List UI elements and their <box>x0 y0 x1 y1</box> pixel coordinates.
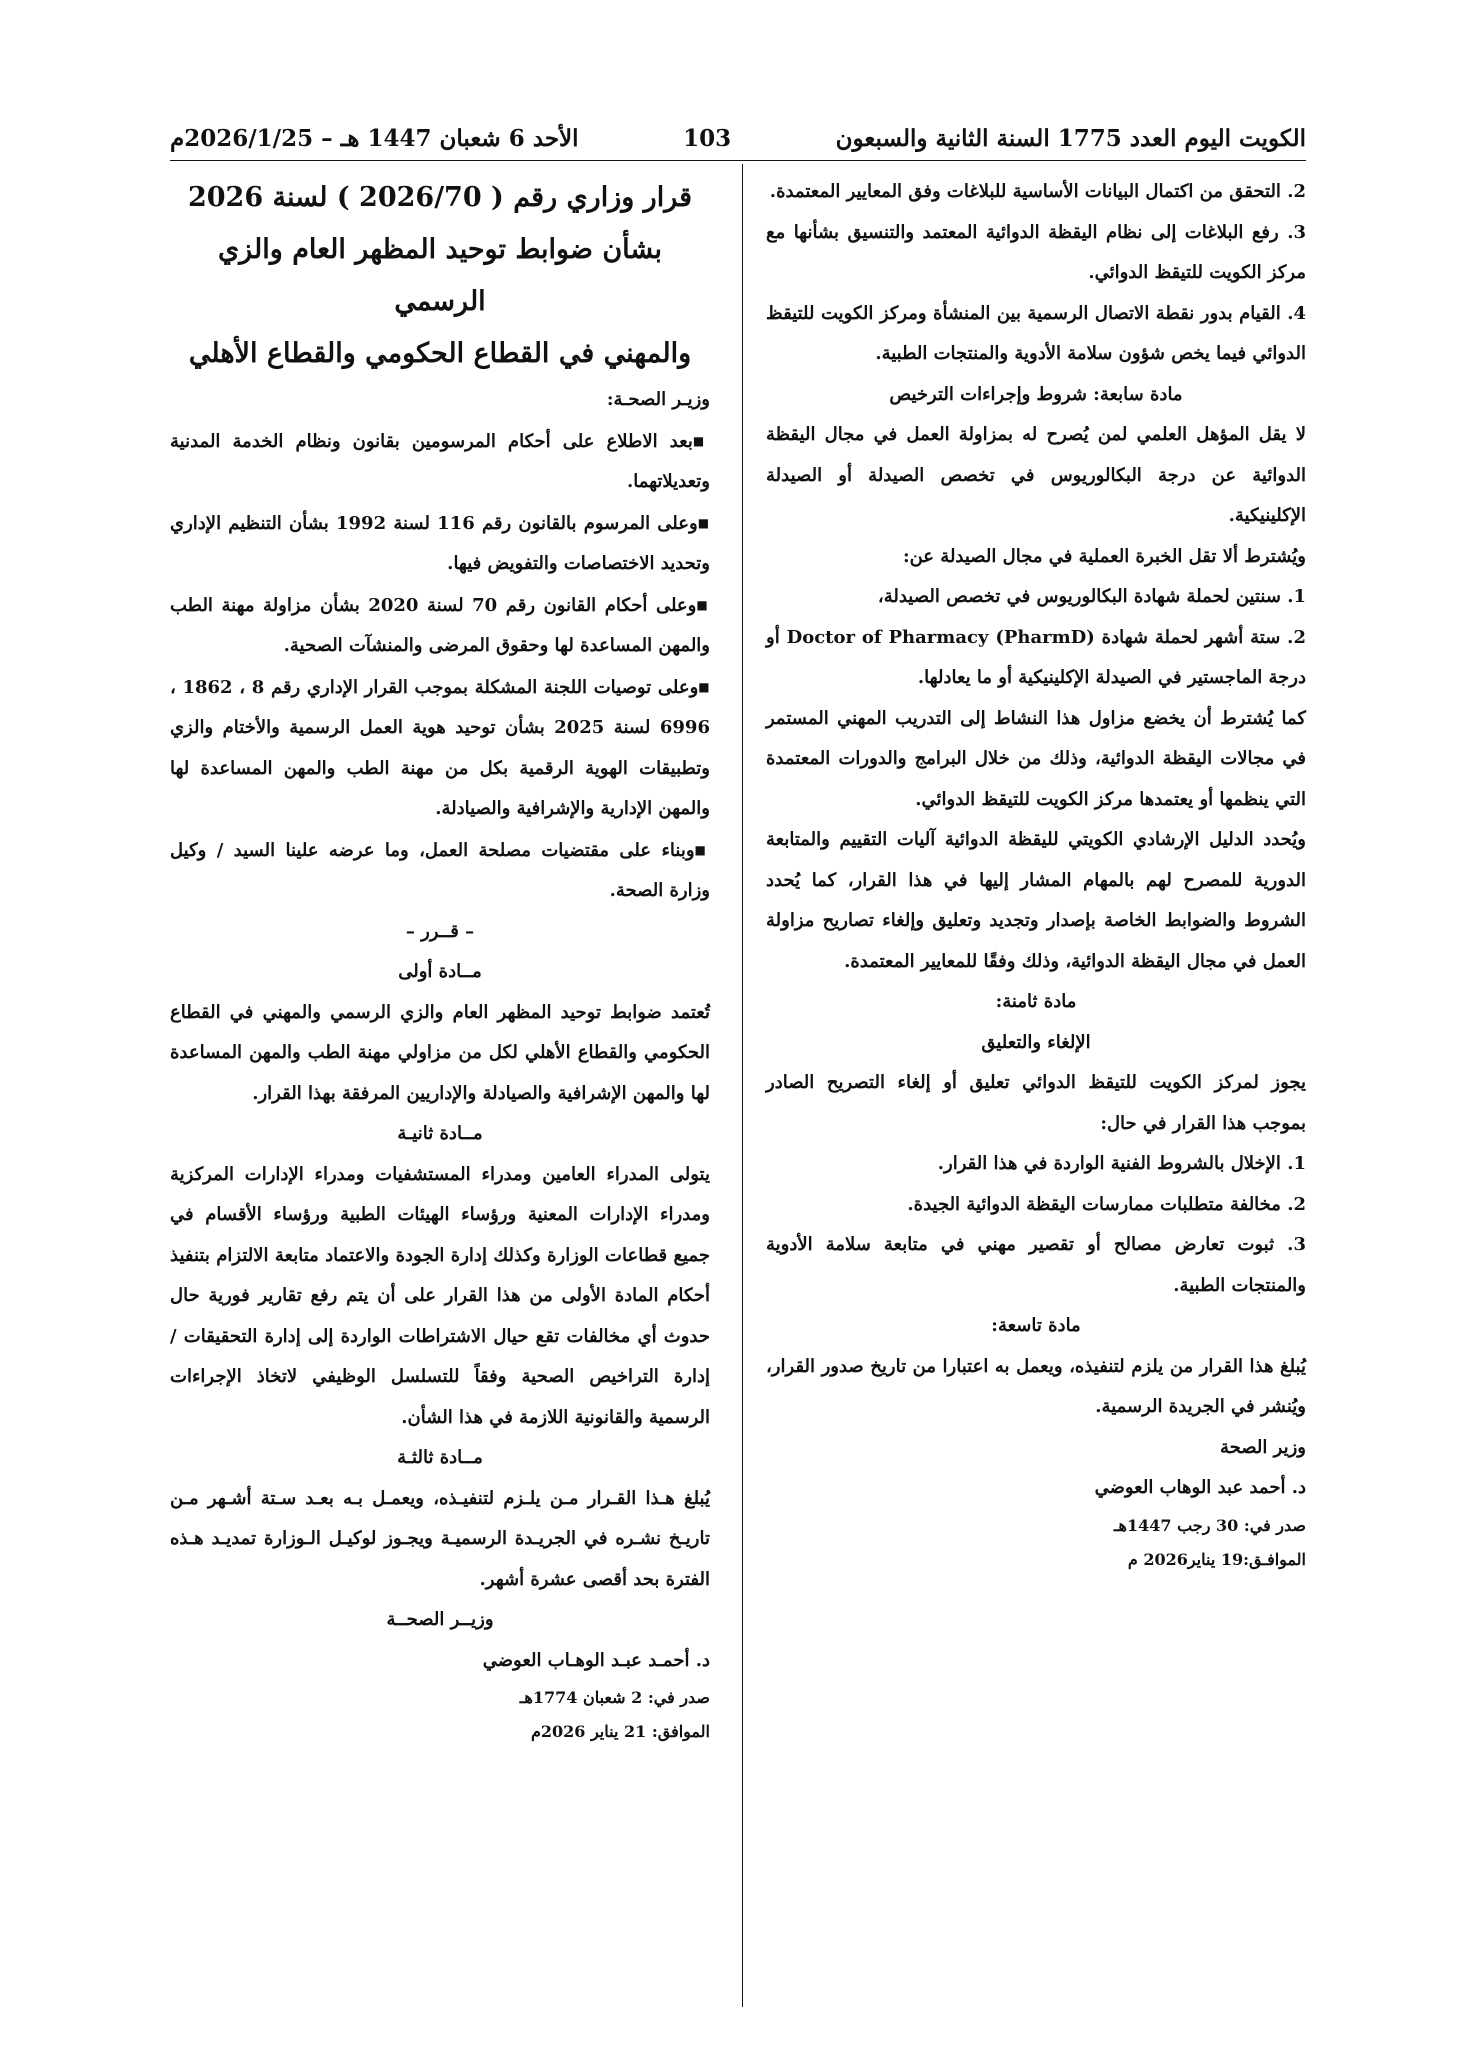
paragraph: يتولى المدراء العامين ومدراء المستشفيات ومدراء الإدارات المركزية ومدراء الإدارات المعنية ورؤساء الهيئات الطبية ورؤساء الأقسام في جميع قطاعات الوزارة وكذلك إدارة الجودة والاعتماد متابعة الالتزام بتنفيذ أحكام المادة الأولى من هذا القرار على أن يتم رفع تقارير فورية حال حدوث أي مخالفات تقع حيال الاشتراطات الواردة إلى إدارة التحقيقات / إدارة التراخيص الصحية وفقاً للتسلسل الوظيفي لاتخاذ الإجراءات الرسمية والقانونية اللازمة في هذا الشأن. <box>170 1163 710 1428</box>
signature-name: د. أحمد عبد الوهاب العوضي <box>1094 1477 1306 1498</box>
decree-subtitle: والمهني في القطاع الحكومي والقطاع الأهلي <box>188 338 692 369</box>
signature-name: د. أحمـد عبـد الوهـاب العوضي <box>482 1649 710 1671</box>
paragraph: يُبلغ هـذا القـرار مـن يلـزم لتنفيـذه، ويعمـل بـه بعـد سـتة أشـهر مـن تاريـخ نشـره في الجريـدة الرسميـة ويجـوز لوكيـل الـوزارة تمديـد هـذه الفترة بحد أقصى عشرة أشهر. <box>170 1487 710 1590</box>
list-item: 2. مخالفة متطلبات ممارسات اليقظة الدوائية الجيدة. <box>907 1193 1306 1215</box>
paragraph: يجوز لمركز الكويت للتيقظ الدوائي تعليق أو إلغاء التصريح الصادر بموجب هذا القرار في حال: <box>766 1072 1306 1134</box>
paragraph: ويُحدد الدليل الإرشادي الكويتي لليقظة الدوائية آليات التقييم والمتابعة الدورية للمصرح لهم بالمهام المشار إليها في هذا القرار، كما يُحدد الشروط والضوابط الخاصة بإصدار وتجديد وتعليق وإلغاء تصاريح مزاولة العمل في مجال اليقظة الدوائية، وذلك وفقًا للمعايير المعتمدة. <box>766 829 1306 972</box>
paragraph: كما يُشترط أن يخضع مزاول هذا النشاط إلى التدريب المهني المستمر في مجالات اليقظة الدوائية، وذلك من خلال البرامج والدورات المعتمدة التي ينظمها أو يعتمدها مركز الكويت للتيقظ الدوائي. <box>766 707 1306 810</box>
preamble-item: ■ بعد الاطلاع على أحكام المرسومين بقانون ونظام الخدمة المدنية وتعديلاتهما. <box>170 421 710 503</box>
right-column <box>766 172 1306 1577</box>
decree-title: قرار وزاري رقم ( 2026/70 ) لسنة 2026 <box>187 182 693 213</box>
preamble-item: ■ وعلى أحكام القانون رقم 70 لسنة 2020 بشأن مزاولة مهنة الطب والمهن المساعدة لها وحقوق المرضى والمنشآت الصحية. <box>170 585 710 667</box>
page-number: 103 <box>683 124 732 152</box>
header-date: الأحد 6 شعبان 1447 هـ – 2026/1/25م <box>170 124 579 152</box>
paragraph: ويُشترط ألا تقل الخبرة العملية في مجال الصيدلة عن: <box>902 545 1306 567</box>
paragraph: يُبلغ هذا القرار من يلزم لتنفيذه، ويعمل به اعتبارا من تاريخ صدور القرار، ويُنشر في الجريدة الرسمية. <box>766 1355 1306 1417</box>
header-rule <box>170 160 1306 161</box>
paragraph: 3. رفع البلاغات إلى نظام اليقظة الدوائية المعتمد والتنسيق بشأنها مع مركز الكويت للتيقظ الدوائي. <box>766 221 1306 283</box>
gregorian-date: الموافـق:19 يناير2026 م <box>1127 1549 1306 1569</box>
paragraph: لا يقل المؤهل العلمي لمن يُصرح له بمزاولة العمل في مجال اليقظة الدوائية عن درجة البكالوريوس في تخصص الصيدلة أو الصيدلة الإكلينيكية. <box>766 424 1306 526</box>
minister-line: وزيـر الصحـة: <box>606 389 710 410</box>
paragraph: 2. التحقق من اكتمال البيانات الأساسية للبلاغات وفق المعايير المعتمدة. <box>769 181 1306 202</box>
list-item: 2. ستة أشهر لحملة شهادة Doctor of Pharmacy (PharmD) أو درجة الماجستير في الصيدلة الإكلينيكية أو ما يعادلها. <box>766 626 1306 688</box>
decided-heading: – قــرر – <box>405 920 475 942</box>
issue-date: صدر في: 30 رجب 1447هـ <box>1113 1515 1306 1535</box>
left-column <box>170 172 710 1749</box>
gregorian-date: الموافق: 21 يناير 2026م <box>530 1722 710 1741</box>
article-heading: مادة ثامنة: <box>995 991 1077 1012</box>
signature-title: وزير الصحة <box>1220 1436 1306 1458</box>
signature-title: وزيــر الصحــة <box>386 1609 494 1630</box>
article-heading: مــادة أولى <box>398 961 482 982</box>
list-item: 1. الإخلال بالشروط الفنية الواردة في هذا القرار. <box>937 1153 1306 1174</box>
decree-subtitle: بشأن ضوابط توحيد المظهر العام والزي الرسمي <box>218 234 662 317</box>
article-heading: مــادة ثالثـة <box>397 1447 483 1468</box>
list-item: 1. سنتين لحملة شهادة البكالوريوس في تخصص الصيدلة، <box>877 586 1306 607</box>
preamble-item: ■ وعلى المرسوم بالقانون رقم 116 لسنة 1992 بشأن التنظيم الإداري وتحديد الاختصاصات والتفويض فيها. <box>170 503 710 585</box>
header-issue: الكويت اليوم العدد 1775 السنة الثانية والسبعون <box>835 124 1306 152</box>
article-heading: مادة تاسعة: <box>991 1315 1081 1336</box>
list-item: 3. ثبوت تعارض مصالح أو تقصير مهني في متابعة سلامة الأدوية والمنتجات الطبية. <box>766 1234 1306 1296</box>
preamble-item: ■ وعلى توصيات اللجنة المشكلة بموجب القرار الإداري رقم 8 ، 1862 ، 6996 لسنة 2025 بشأن توحيد هوية العمل الرسمية والأختام والزي وتطبيقات الهوية الرقمية بكل من مهنة الطب والمهن المساعدة لها والمهن الإدارية والإشرافية والصيادلة. <box>170 667 710 830</box>
column-divider <box>742 164 743 2007</box>
preamble-item: ■ وبناء على مقتضيات مصلحة العمل، وما عرضه علينا السيد / وكيل وزارة الصحة. <box>170 830 710 912</box>
paragraph: تُعتمد ضوابط توحيد المظهر العام والزي الرسمي والمهني في القطاع الحكومي والقطاع الأهلي لكل من مزاولي مهنة الطب والمهن المساعدة لها والمهن الإشرافية والصيادلة والإداريين المرفقة بهذا القرار. <box>170 1001 710 1104</box>
page-header <box>170 118 1306 158</box>
issue-date: صدر في: 2 شعبان 1774هـ <box>519 1688 710 1707</box>
paragraph: 4. القيام بدور نقطة الاتصال الرسمية بين المنشأة ومركز الكويت للتيقظ الدوائي فيما يخص شؤون سلامة الأدوية والمنتجات الطبية. <box>766 302 1306 364</box>
article-heading: مــادة ثانيـة <box>397 1123 483 1144</box>
article-heading: مادة سابعة: شروط وإجراءات الترخيص <box>889 383 1183 405</box>
article-subheading: الإلغاء والتعليق <box>981 1031 1091 1053</box>
